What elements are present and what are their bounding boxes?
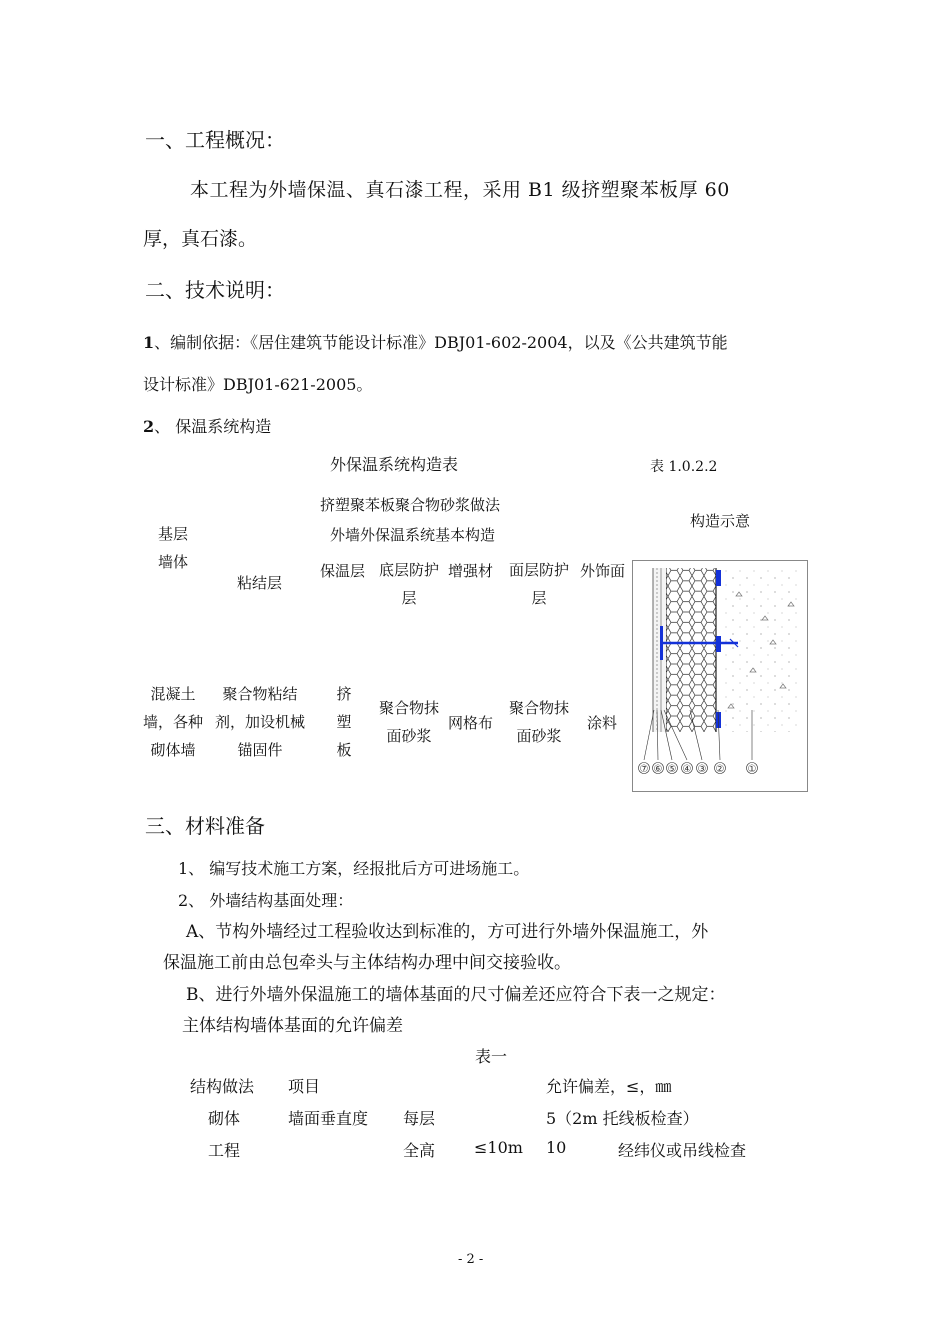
section3-itemA-line1: A、节构外墙经过工程验收达到标准的，方可进行外墙外保温施工，外 (186, 922, 709, 942)
row-reinf: 网格布 (448, 714, 494, 732)
diagram-header: 构造示意 (690, 512, 751, 530)
header-group-line2: 外墙外保温系统基本构造 (330, 526, 496, 544)
cell-r1-c1: 砌体 (208, 1109, 241, 1128)
cell-r2-c4: ≤10m (474, 1138, 523, 1157)
item1-num: 1 (143, 333, 155, 352)
row-bottom (374, 694, 444, 750)
row-base-line1: 混凝土 (150, 685, 196, 703)
table-title: 外保温系统构造表 (330, 455, 459, 474)
diagram-label: ⑦ (639, 764, 649, 775)
row-bottom-line2: 面砂浆 (386, 727, 432, 745)
row-bond-line3: 锚固件 (237, 741, 283, 759)
row-insul-line3: 板 (336, 741, 352, 759)
row-surface (504, 694, 574, 750)
col-reinf: 增强材 (448, 562, 494, 580)
row-base-line3: 砌体墙 (150, 741, 196, 759)
diagram-label: ④ (682, 764, 692, 775)
col-bottom-line1: 底层防护 (378, 561, 439, 579)
hdr-method: 结构做法 (190, 1077, 255, 1096)
insulation-board (666, 568, 716, 732)
row-bond (210, 680, 310, 764)
cell-r1-c3: 每层 (403, 1109, 436, 1128)
diagram-label: ② (715, 764, 725, 775)
col-surface-line2: 层 (531, 589, 547, 607)
row-bond-line2: 剂，加设机械 (214, 713, 305, 731)
col-base-line1: 基层 (157, 525, 188, 543)
cell-r2-c6: 经纬仪或吊线检查 (618, 1141, 747, 1160)
row-insul-line1: 挤 (336, 685, 352, 703)
page-number: - 2 - (458, 1252, 484, 1267)
finish-layers (653, 568, 666, 732)
row-finish: 涂料 (587, 714, 618, 732)
cell-r1-c5: 5（2m 托线板检查） (546, 1109, 699, 1128)
header-group-line1: 挤塑聚苯板聚合物砂浆做法 (320, 496, 501, 514)
cell-r1-c2: 墙面垂直度 (288, 1109, 369, 1128)
section1-heading: 一、工程概况： (145, 128, 285, 152)
diagram-label: ① (747, 764, 757, 775)
row-insul (330, 680, 358, 764)
bond-strip (716, 570, 721, 586)
section1-para-line2: 厚，真石漆。 (143, 228, 258, 250)
col-finish: 外饰面 (580, 562, 626, 580)
col-bottom-line2: 层 (401, 589, 417, 607)
item1-text: 、编制依据：《居住建筑节能设计标准》DBJ01-602-2004，以及《公共建筑节能 (154, 333, 728, 352)
row-surface-line2: 面砂浆 (516, 727, 562, 745)
row-insul-line2: 塑 (336, 713, 352, 731)
section3-item2: 2、 外墙结构基面处理： (178, 891, 354, 910)
col-base-line2: 墙体 (157, 553, 188, 571)
col-surface-line1: 面层防护 (508, 561, 569, 579)
tolerance-table-number: 表一 (475, 1047, 508, 1066)
row-base-line2: 墙，各种 (142, 713, 203, 731)
cell-r2-c3: 全高 (403, 1141, 436, 1160)
item1-line2: 设计标准》DBJ01-621-2005。 (143, 375, 373, 394)
row-bond-line1: 聚合物粘结 (222, 685, 298, 703)
item1-line1 (143, 330, 728, 353)
section3-item1: 1、 编写技术施工方案，经报批后方可进场施工。 (178, 859, 530, 878)
item2-text: 、 保温系统构造 (154, 417, 272, 436)
hdr-item: 项目 (288, 1077, 321, 1096)
tolerance-table-caption: 主体结构墙体基面的允许偏差 (182, 1016, 403, 1036)
item2 (143, 414, 271, 437)
cell-r2-c5: 10 (546, 1138, 567, 1157)
section3-itemA-line2: 保温施工前由总包牵头与主体结构办理中间交接验收。 (163, 953, 571, 973)
item2-num: 2 (143, 417, 155, 436)
col-base (150, 520, 196, 576)
row-base (138, 680, 208, 764)
section3-itemB: B、进行外墙外保温施工的墙体基面的尺寸偏差还应符合下表一之规定： (186, 985, 726, 1005)
section3-heading: 三、材料准备 (145, 814, 265, 838)
hdr-tolerance: 允许偏差，≤，㎜ (546, 1077, 672, 1096)
table-number: 表 1.0.2.2 (650, 459, 718, 475)
wall-construction-diagram (632, 560, 808, 792)
cell-r2-c1: 工程 (208, 1141, 241, 1160)
col-bond: 粘结层 (237, 574, 283, 592)
section2-heading: 二、技术说明： (145, 278, 285, 302)
row-surface-line1: 聚合物抹 (508, 699, 569, 717)
col-insul: 保温层 (320, 562, 366, 580)
section1-para-line1: 本工程为外墙保温、真石漆工程，采用 B1 级挤塑聚苯板厚 60 (190, 179, 730, 201)
col-surface (504, 556, 574, 612)
row-bottom-line1: 聚合物抹 (378, 699, 439, 717)
col-bottom (374, 556, 444, 612)
diagram-label: ⑤ (667, 764, 677, 775)
diagram-label: ③ (697, 764, 707, 775)
diagram-label: ⑥ (653, 764, 663, 775)
